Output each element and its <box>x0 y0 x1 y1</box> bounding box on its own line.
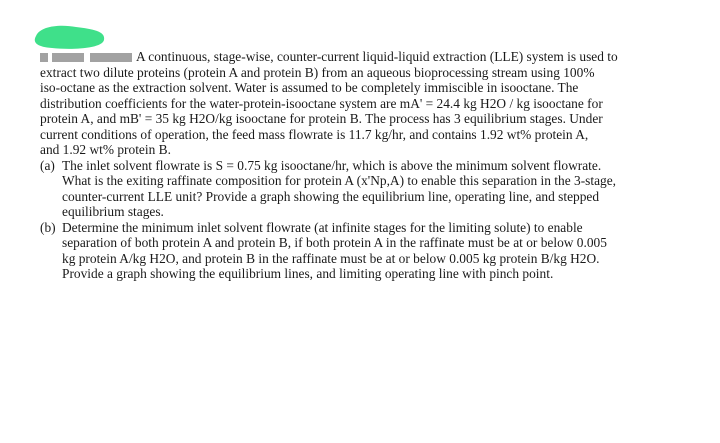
part-b-line-3: kg protein A/kg H2O, and protein B in the raffinate must be at or below 0.005 kg protein B/kg H2O. <box>62 250 600 266</box>
intro-line-5: protein A, and mB' = 35 kg H2O/kg isooctane for protein B. The process has 3 equilibrium stages. Under <box>40 111 603 126</box>
intro-line-1: A continuous, stage-wise, counter-current liquid-liquid extraction (LLE) system is used to <box>40 49 680 65</box>
green-highlight-mark <box>30 22 110 52</box>
part-a-line-2: What is the exiting raffinate composition for protein A (x'Np,A) to enable this separation in the 3-stage, <box>62 173 617 188</box>
part-a-line-3: counter-current LLE unit? Provide a graph showing the equilibrium line, operating line, and stepped <box>62 188 600 204</box>
part-a <box>40 158 680 220</box>
intro-line-6: current conditions of operation, the feed mass flowrate is 11.7 kg/hr, and contains 1.92 wt% protein A, <box>40 126 589 142</box>
intro-line-7: and 1.92 wt% protein B. <box>40 142 171 157</box>
part-b <box>40 220 680 282</box>
part-a-line-1: The inlet solvent flowrate is S = 0.75 kg isooctane/hr, which is above the minimum solvent flowrate. <box>62 157 602 173</box>
part-b-line-4: Provide a graph showing the equilibrium lines, and limiting operating line with pinch point. <box>62 266 554 281</box>
intro-line-3: iso-octane as the extraction solvent. Water is assumed to be completely immiscible in isooctane. The <box>40 80 579 95</box>
part-a-label: (a) <box>40 157 55 173</box>
problem-statement <box>40 49 680 282</box>
intro-line-4: distribution coefficients for the water-protein-isooctane system are mA' = 24.4 kg H2O / kg isooctane for <box>40 95 603 111</box>
part-b-line-1: Determine the minimum inlet solvent flowrate (at infinite stages for the limiting solute) to enable <box>62 219 583 235</box>
part-b-label: (b) <box>40 219 56 235</box>
part-b-line-2: separation of both protein A and protein B, if both protein A in the raffinate must be at or below 0.005 <box>62 235 607 250</box>
part-a-line-4: equilibrium stages. <box>62 204 164 219</box>
redacted-text <box>40 53 132 62</box>
intro-line-2: extract two dilute proteins (protein A and protein B) from an aqueous bioprocessing stream using 100% <box>40 64 595 80</box>
